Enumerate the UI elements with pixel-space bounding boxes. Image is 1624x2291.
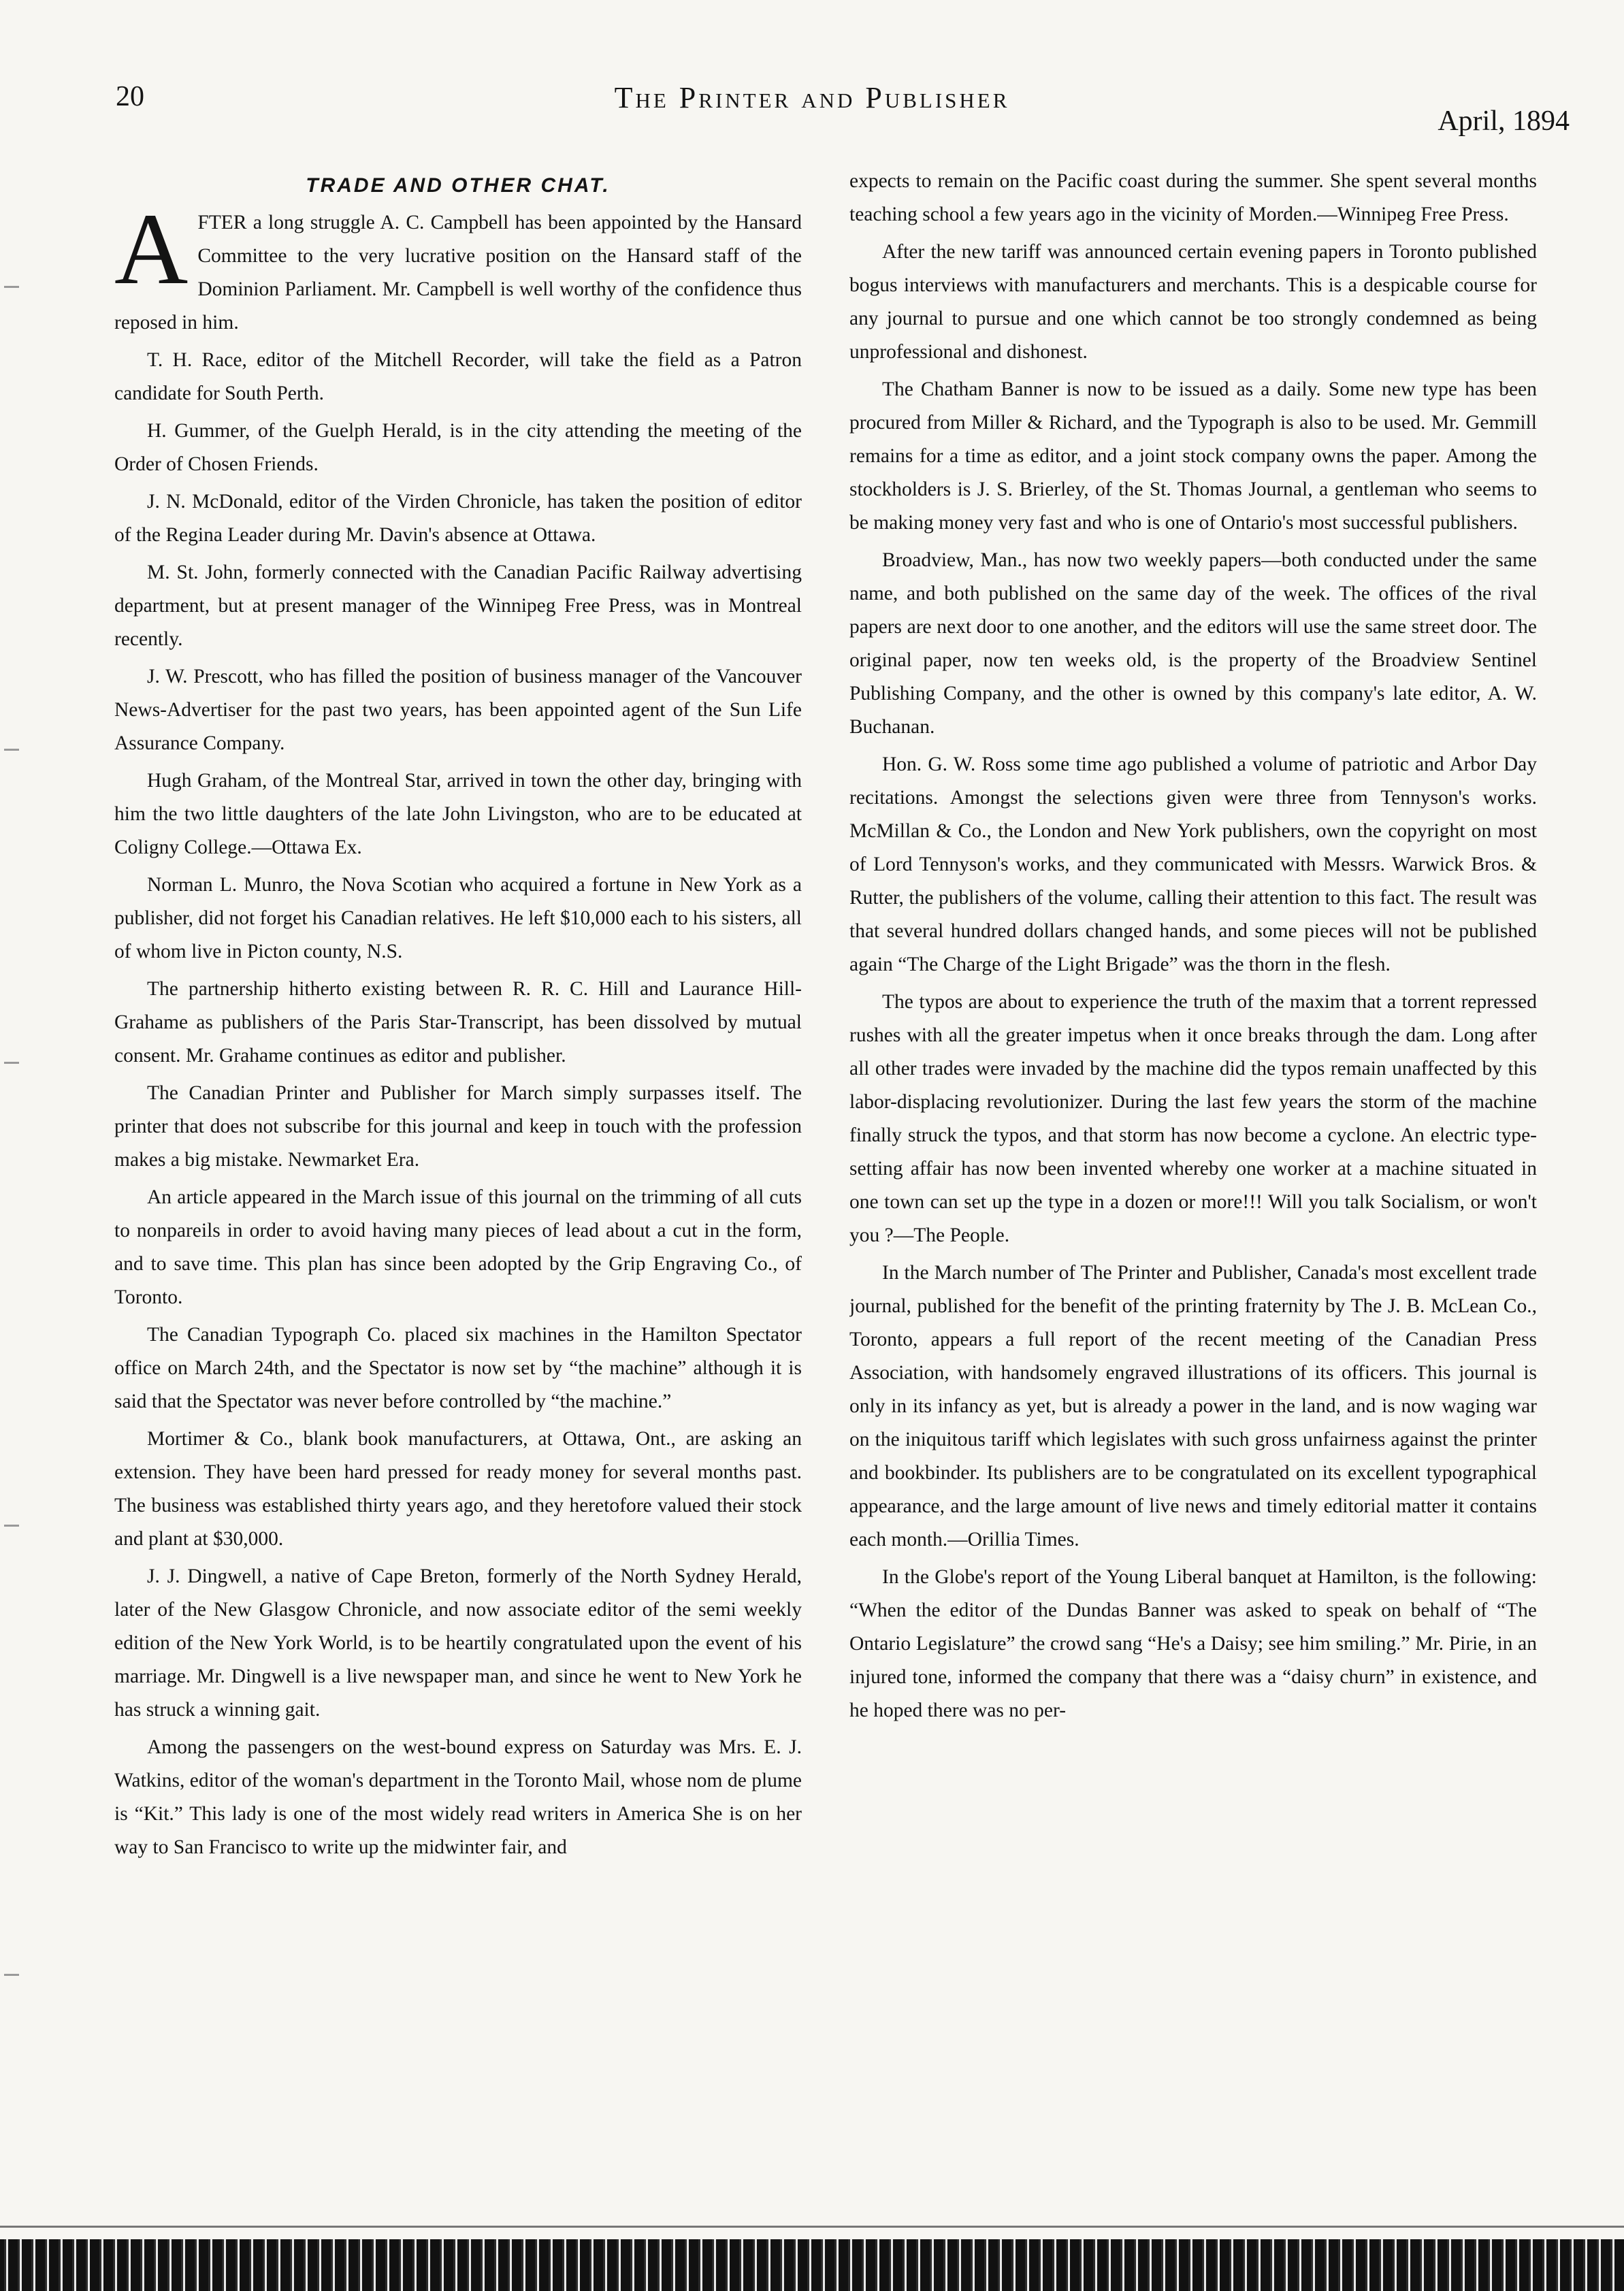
article-paragraph: Hon. G. W. Ross some time ago published a volume of patriotic and Arbor Day recitations. Amongst the selections given were three from Tennyson's works. McMillan & Co., the London and New York publishers, own the copyright on most of Lord Tennyson's works, and they communicated with Messrs. Warwick Bros. & Rutter, the publishers of the volume, calling their attention to this fact. The result was that several hundred dollars changed hands, and some pieces will not be published again “The Charge of the Light Brigade” was the thorn in the flesh. xyxy=(849,753,1537,975)
margin-mark xyxy=(4,286,19,288)
article-paragraph: Mortimer & Co., blank book manufacturers, at Ottawa, Ont., are asking an extension. They have been hard pressed for ready money for several months past. The business was established thirty years ago, and they heretofore valued their stock and plant at $30,000. xyxy=(114,1428,802,1550)
article-paragraph: J. W. Prescott, who has filled the position of business manager of the Vancouver News-Advertiser for the past two years, has been appointed agent of the Sun Life Assurance Company. xyxy=(114,666,802,754)
section-heading: TRADE AND OTHER CHAT. xyxy=(306,174,611,197)
margin-mark xyxy=(4,1974,19,1976)
article-paragraph: Among the passengers on the west-bound express on Saturday was Mrs. E. J. Watkins, editor of the woman's department in the Toronto Mail, whose nom de plume is “Kit.” This lady is one of the most widely read writers in America She is on her way to San Francisco to write up the midwinter fair, and xyxy=(114,1736,802,1858)
article-paragraph: H. Gummer, of the Guelph Herald, is in the city attending the meeting of the Order of Chosen Friends. xyxy=(114,420,802,475)
article-paragraph: The Canadian Typograph Co. placed six machines in the Hamilton Spectator office on March 24th, and the Spectator is now set by “the machine” although it is said that the Spectator was never before controlled by “the machine.” xyxy=(114,1324,802,1412)
article-paragraph: T. H. Race, editor of the Mitchell Recorder, will take the field as a Patron candidate for South Perth. xyxy=(114,349,802,404)
margin-mark xyxy=(4,749,19,751)
article-paragraph: Norman L. Munro, the Nova Scotian who acquired a fortune in New York as a publisher, did not forget his Canadian relatives. He left $10,000 each to his sisters, all of whom live in Picton county, N.S. xyxy=(114,874,802,962)
article-paragraph: The partnership hitherto existing between R. R. C. Hill and Laurance Hill-Grahame as publishers of the Paris Star-Transcript, has been dissolved by mutual consent. Mr. Grahame continues as editor and publisher. xyxy=(114,978,802,1067)
article-paragraph xyxy=(114,193,802,340)
article-paragraph: The Chatham Banner is now to be issued as a daily. Some new type has been procured from Miller & Richard, and the Typograph is also to be used. Mr. Gemmill remains for a time as editor, and a joint stock company owns the paper. Among the stockholders is J. S. Brierley, of the St. Thomas Journal, a gentleman who seems to be making money very fast and who is one of Ontario's most successful publishers. xyxy=(849,378,1537,534)
margin-mark xyxy=(4,1525,19,1527)
article-paragraph: The Canadian Printer and Publisher for March simply surpasses itself. The printer that does not subscribe for this journal and keep in touch with the profession makes a big mistake. Newmarket Era. xyxy=(114,1082,802,1171)
page-number: 20 xyxy=(116,81,144,112)
right-column xyxy=(849,165,1537,2139)
article-paragraph: An article appeared in the March issue of this journal on the trimming of all cuts to nonpareils in order to avoid having many pieces of lead about a cut in the form, and to save time. This plan has since been adopted by the Grip Engraving Co., of Toronto. xyxy=(114,1186,802,1308)
drop-cap: A xyxy=(114,193,189,306)
article-paragraph: M. St. John, formerly connected with the Canadian Pacific Railway advertising department, but at present manager of the Winnipeg Free Press, was in Montreal recently. xyxy=(114,562,802,650)
article-paragraph: In the March number of The Printer and Publisher, Canada's most excellent trade journal, published for the benefit of the printing fraternity by The J. B. McLean Co., Toronto, appears a full report of the recent meeting of the Canadian Press Association, with handsomely engraved illustrations of its officers. This journal is only in its infancy as yet, but is already a power in the land, and is now waging war on the iniquitous tariff which legislates with such gross unfairness against the printer and bookbinder. Its publishers are to be congratulated on its excellent typographical appearance, and the large amount of live news and timely editorial matter it contains each month.—Orillia Times. xyxy=(849,1262,1537,1550)
article-paragraph: J. N. McDonald, editor of the Virden Chronicle, has taken the position of editor of the Regina Leader during Mr. Davin's absence at Ottawa. xyxy=(114,491,802,546)
issue-date: April, 1894 xyxy=(1438,105,1570,137)
article-paragraph: In the Globe's report of the Young Liberal banquet at Hamilton, is the following: “When the editor of the Dundas Banner was asked to speak on behalf of “The Ontario Legislature” the crowd sang “He's a Daisy; see him smiling.” Mr. Pirie, in an injured tone, informed the company that there was a “daisy churn” in existence, and he hoped there was no per- xyxy=(849,1566,1537,1721)
scan-edge-line xyxy=(0,2226,1624,2228)
continued-paragraph: expects to remain on the Pacific coast during the summer. She spent several months teaching school a few years ago in the vicinity of Morden.—Winnipeg Free Press. xyxy=(849,170,1537,225)
article-paragraph: The typos are about to experience the truth of the maxim that a torrent repressed rushes with all the greater impetus when it once breaks through the dam. Long after all other trades were invaded by the machine did the typos remain unaffected by this labor-displacing revolutionizer. During the last few years the storm of the machine finally struck the typos, and that storm has now become a cyclone. An electric type-setting affair has now been invented whereby one worker at a machine situated in one town can set up the type in a dozen or more!!! Will you talk Socialism, or won't you ?—The People. xyxy=(849,991,1537,1246)
left-column xyxy=(114,169,802,2143)
article-paragraph: After the new tariff was announced certain evening papers in Toronto published bogus interviews with manufacturers and merchants. This is a despicable course for any journal to pursue and one which cannot be too strongly condemned as being unprofessional and dishonest. xyxy=(849,241,1537,363)
publication-title: The Printer and Publisher xyxy=(614,81,1010,114)
paragraph-text: FTER a long struggle A. C. Campbell has been appointed by the Hansard Committee to the very lucrative position on the Hansard staff of the Dominion Parliament. Mr. Campbell is well worthy of the confidence thus reposed in him. xyxy=(114,212,802,334)
article-paragraph: Hugh Graham, of the Montreal Star, arrived in town the other day, bringing with him the two little daughters of the late John Livingston, who are to be educated at Coligny College.—Ottawa Ex. xyxy=(114,770,802,858)
article-paragraph: J. J. Dingwell, a native of Cape Breton, formerly of the North Sydney Herald, later of the New Glasgow Chronicle, and now associate editor of the semi weekly edition of the New York World, is to be heartily congratulated upon the event of his marriage. Mr. Dingwell is a live newspaper man, and since he went to New York he has struck a winning gait. xyxy=(114,1565,802,1721)
article-paragraph: Broadview, Man., has now two weekly papers—both conducted under the same name, and both published on the same day of the week. The offices of the rival papers are next door to one another, and the editors will use the same street door. The original paper, now ten weeks old, is the property of the Broadview Sentinel Publishing Company, and the other is owned by this company's late editor, A. W. Buchanan. xyxy=(849,549,1537,738)
scan-edge-band xyxy=(0,2239,1624,2291)
page-header xyxy=(0,80,1624,142)
margin-mark xyxy=(4,1062,19,1064)
